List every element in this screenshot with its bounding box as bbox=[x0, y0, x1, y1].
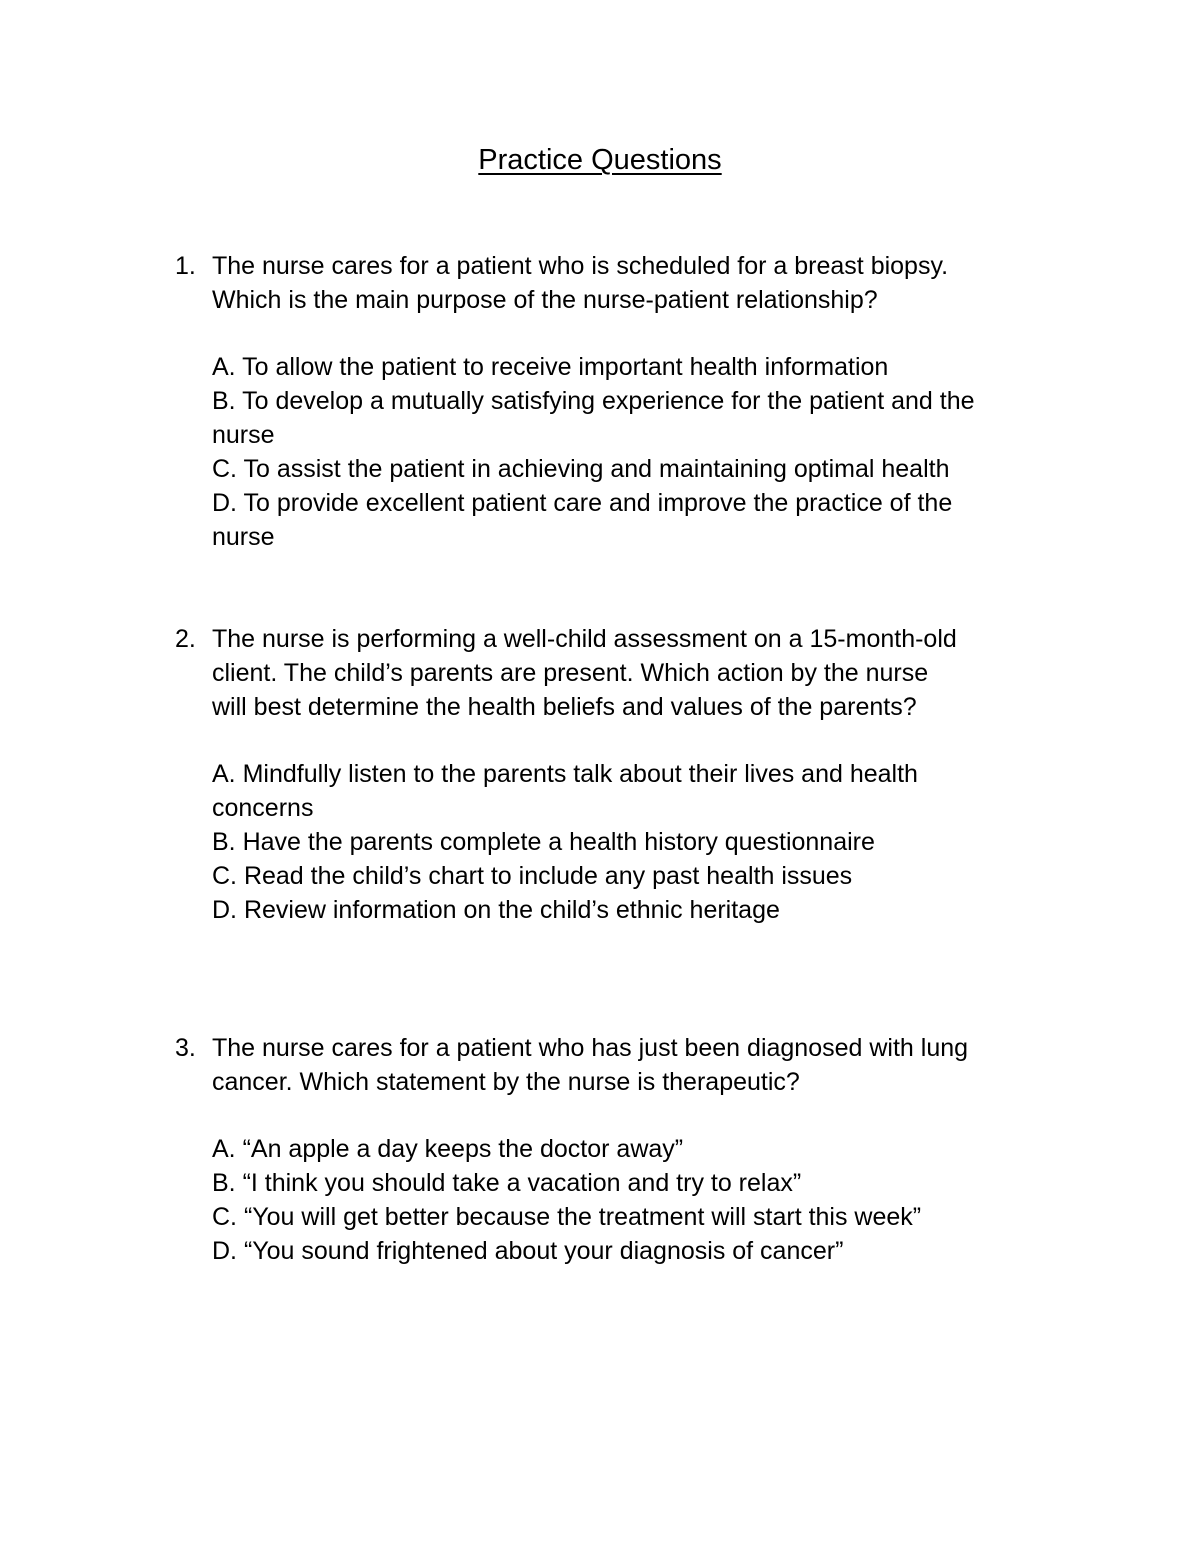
answer-options bbox=[212, 1132, 1092, 1268]
answer-option-d: D. Review information on the child’s ethnic heritage bbox=[212, 896, 780, 924]
answer-option-c: C. To assist the patient in achieving and maintaining optimal health bbox=[212, 455, 950, 483]
answer-option-c: C. Read the child’s chart to include any past health issues bbox=[212, 862, 853, 890]
answer-option-c: C. “You will get better because the treatment will start this week” bbox=[212, 1203, 922, 1231]
answer-option-b: B. “I think you should take a vacation and try to relax” bbox=[212, 1169, 802, 1197]
question-number: 2. bbox=[175, 625, 196, 653]
question-text: The nurse cares for a patient who is scheduled for a breast biopsy. Which is the main purpose of the nurse-patient relationship? bbox=[212, 252, 949, 314]
answer-option-d: D. “You sound frightened about your diagnosis of cancer” bbox=[212, 1237, 844, 1265]
question-number: 1. bbox=[175, 252, 196, 280]
page-title: Practice Questions bbox=[478, 144, 722, 176]
question-number: 3. bbox=[175, 1034, 196, 1062]
answer-options bbox=[212, 350, 1092, 554]
answer-option-a: A. “An apple a day keeps the doctor away” bbox=[212, 1135, 684, 1163]
answer-option-a: A. Mindfully listen to the parents talk about their lives and health concerns bbox=[212, 760, 918, 822]
question-text: The nurse cares for a patient who has just been diagnosed with lung cancer. Which statement by the nurse is therapeutic? bbox=[212, 1034, 969, 1096]
question-text: The nurse is performing a well-child assessment on a 15-month-old client. The child’s parents are present. Which action by the nurse will best determine the health beliefs and values of the parents? bbox=[212, 625, 957, 721]
answer-options bbox=[212, 757, 1092, 927]
answer-option-b: B. To develop a mutually satisfying experience for the patient and the nurse bbox=[212, 387, 975, 449]
answer-option-d: D. To provide excellent patient care and improve the practice of the nurse bbox=[212, 489, 953, 551]
answer-option-a: A. To allow the patient to receive important health information bbox=[212, 353, 889, 381]
answer-option-b: B. Have the parents complete a health history questionnaire bbox=[212, 828, 875, 856]
